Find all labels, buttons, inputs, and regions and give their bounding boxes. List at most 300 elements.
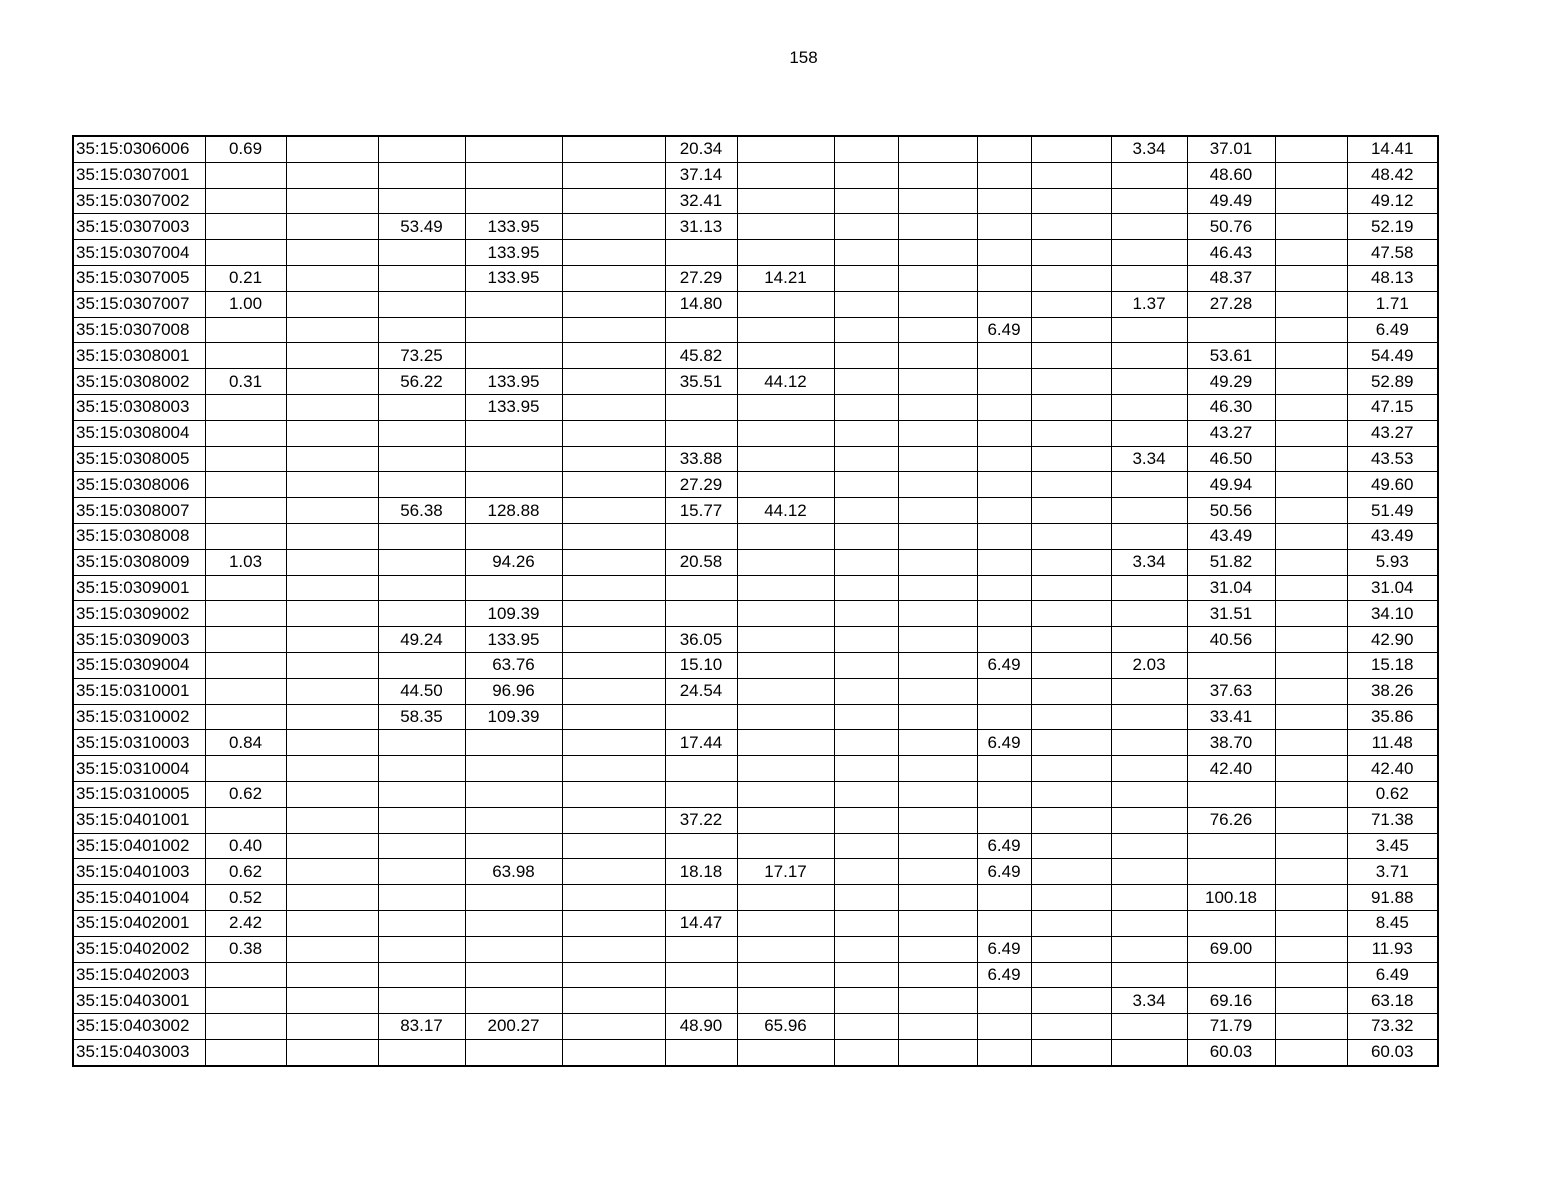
table-cell — [898, 523, 977, 549]
table-cell — [1031, 369, 1111, 395]
table-cell — [465, 988, 562, 1014]
table-cell: 3.45 — [1347, 833, 1438, 859]
parcel-id-cell: 35:15:0310003 — [73, 730, 205, 756]
table-cell — [665, 988, 737, 1014]
table-cell — [898, 859, 977, 885]
table-row — [73, 472, 1438, 498]
parcel-id-cell: 35:15:0308009 — [73, 549, 205, 575]
table-cell — [1187, 962, 1275, 988]
table-cell — [1111, 910, 1187, 936]
table-cell — [1275, 652, 1347, 678]
table-cell: 109.39 — [465, 601, 562, 627]
table-cell — [378, 549, 465, 575]
table-cell: 31.51 — [1187, 601, 1275, 627]
table-cell — [1111, 936, 1187, 962]
table-cell: 37.01 — [1187, 136, 1275, 162]
table-row — [73, 730, 1438, 756]
table-cell — [1031, 317, 1111, 343]
parcel-id-cell: 35:15:0310005 — [73, 781, 205, 807]
table-cell — [898, 369, 977, 395]
table-cell: 58.35 — [378, 704, 465, 730]
table-cell — [1275, 343, 1347, 369]
table-cell — [1031, 162, 1111, 188]
table-cell: 8.45 — [1347, 910, 1438, 936]
table-cell — [665, 1039, 737, 1065]
table-cell — [1275, 988, 1347, 1014]
table-cell: 1.71 — [1347, 291, 1438, 317]
table-cell — [1275, 1014, 1347, 1040]
table-cell: 200.27 — [465, 1014, 562, 1040]
table-cell — [378, 240, 465, 266]
table-cell: 71.38 — [1347, 807, 1438, 833]
table-row — [73, 162, 1438, 188]
table-cell — [1187, 910, 1275, 936]
table-cell — [1275, 265, 1347, 291]
table-cell — [834, 859, 898, 885]
table-cell — [1031, 291, 1111, 317]
table-cell — [1031, 394, 1111, 420]
table-cell — [378, 962, 465, 988]
table-cell — [1031, 627, 1111, 653]
table-cell — [737, 136, 834, 162]
table-cell: 133.95 — [465, 394, 562, 420]
parcel-id-cell: 35:15:0307007 — [73, 291, 205, 317]
table-cell — [286, 988, 378, 1014]
table-cell — [977, 910, 1031, 936]
table-cell: 43.27 — [1187, 420, 1275, 446]
table-cell — [665, 833, 737, 859]
table-cell: 35.86 — [1347, 704, 1438, 730]
table-cell: 14.41 — [1347, 136, 1438, 162]
table-cell: 32.41 — [665, 188, 737, 214]
table-cell: 42.40 — [1347, 756, 1438, 782]
table-cell — [977, 549, 1031, 575]
table-cell: 0.52 — [205, 885, 286, 911]
table-cell — [898, 575, 977, 601]
table-cell: 49.94 — [1187, 472, 1275, 498]
table-cell — [286, 317, 378, 343]
parcel-id-cell: 35:15:0309001 — [73, 575, 205, 601]
table-cell: 17.44 — [665, 730, 737, 756]
table-cell — [286, 369, 378, 395]
table-cell: 94.26 — [465, 549, 562, 575]
table-cell — [737, 627, 834, 653]
table-row — [73, 523, 1438, 549]
table-cell — [665, 962, 737, 988]
table-cell: 60.03 — [1187, 1039, 1275, 1065]
table-row — [73, 601, 1438, 627]
table-cell — [898, 1014, 977, 1040]
table-cell — [977, 575, 1031, 601]
table-cell: 48.90 — [665, 1014, 737, 1040]
table-cell — [286, 472, 378, 498]
table-row — [73, 214, 1438, 240]
table-cell: 0.62 — [1347, 781, 1438, 807]
page-number: 158 — [789, 48, 818, 67]
table-cell — [977, 523, 1031, 549]
table-cell — [737, 214, 834, 240]
table-cell — [737, 781, 834, 807]
table-cell — [465, 756, 562, 782]
data-table — [72, 135, 1439, 1067]
table-cell — [1031, 652, 1111, 678]
table-cell — [378, 781, 465, 807]
table-cell — [977, 704, 1031, 730]
table-cell — [205, 575, 286, 601]
table-cell — [737, 394, 834, 420]
table-cell — [1111, 601, 1187, 627]
table-cell — [465, 523, 562, 549]
parcel-id-cell: 35:15:0403001 — [73, 988, 205, 1014]
table-cell: 52.89 — [1347, 369, 1438, 395]
table-cell — [898, 343, 977, 369]
table-cell — [1187, 652, 1275, 678]
table-cell — [286, 575, 378, 601]
table-cell — [977, 291, 1031, 317]
parcel-id-cell: 35:15:0307005 — [73, 265, 205, 291]
table-cell — [977, 498, 1031, 524]
table-cell: 133.95 — [465, 627, 562, 653]
table-cell — [562, 910, 665, 936]
table-cell — [286, 781, 378, 807]
table-cell: 46.30 — [1187, 394, 1275, 420]
table-cell — [898, 1039, 977, 1065]
table-cell — [465, 136, 562, 162]
table-cell — [378, 601, 465, 627]
table-cell — [286, 885, 378, 911]
table-cell — [378, 188, 465, 214]
table-cell — [465, 833, 562, 859]
table-cell: 49.24 — [378, 627, 465, 653]
table-cell — [378, 936, 465, 962]
table-cell — [977, 343, 1031, 369]
parcel-id-cell: 35:15:0306006 — [73, 136, 205, 162]
table-cell — [977, 627, 1031, 653]
table-cell — [1275, 627, 1347, 653]
table-cell — [1111, 807, 1187, 833]
table-cell: 6.49 — [977, 730, 1031, 756]
table-cell — [898, 756, 977, 782]
table-cell: 1.37 — [1111, 291, 1187, 317]
table-cell — [562, 523, 665, 549]
table-cell: 54.49 — [1347, 343, 1438, 369]
table-cell — [205, 1039, 286, 1065]
table-cell — [465, 188, 562, 214]
table-cell: 5.93 — [1347, 549, 1438, 575]
table-cell: 48.37 — [1187, 265, 1275, 291]
parcel-id-cell: 35:15:0308005 — [73, 446, 205, 472]
table-cell: 73.25 — [378, 343, 465, 369]
table-cell — [205, 601, 286, 627]
table-cell: 31.13 — [665, 214, 737, 240]
table-cell: 27.29 — [665, 472, 737, 498]
table-cell — [834, 162, 898, 188]
table-cell — [1275, 781, 1347, 807]
table-cell — [286, 162, 378, 188]
table-cell — [1111, 265, 1187, 291]
table-cell: 17.17 — [737, 859, 834, 885]
table-cell — [1031, 601, 1111, 627]
table-cell — [898, 730, 977, 756]
table-cell — [378, 885, 465, 911]
table-cell — [977, 601, 1031, 627]
table-cell: 0.31 — [205, 369, 286, 395]
table-cell — [1111, 962, 1187, 988]
parcel-id-cell: 35:15:0403002 — [73, 1014, 205, 1040]
table-cell — [1275, 859, 1347, 885]
table-cell — [1275, 317, 1347, 343]
table-cell — [378, 162, 465, 188]
table-cell — [1275, 575, 1347, 601]
table-cell — [562, 265, 665, 291]
table-cell — [737, 472, 834, 498]
table-cell — [665, 523, 737, 549]
table-cell — [1111, 214, 1187, 240]
table-cell — [834, 807, 898, 833]
table-cell — [1275, 807, 1347, 833]
table-cell — [1275, 369, 1347, 395]
table-cell — [286, 523, 378, 549]
parcel-id-cell: 35:15:0307001 — [73, 162, 205, 188]
table-cell: 100.18 — [1187, 885, 1275, 911]
table-cell — [562, 291, 665, 317]
table-row — [73, 807, 1438, 833]
table-cell: 0.38 — [205, 936, 286, 962]
table-cell: 46.50 — [1187, 446, 1275, 472]
table-cell — [977, 885, 1031, 911]
table-cell: 11.48 — [1347, 730, 1438, 756]
table-cell — [1031, 730, 1111, 756]
table-cell — [1031, 575, 1111, 601]
table-cell: 37.14 — [665, 162, 737, 188]
table-cell — [562, 214, 665, 240]
table-cell — [737, 988, 834, 1014]
table-cell: 51.49 — [1347, 498, 1438, 524]
parcel-id-cell: 35:15:0310004 — [73, 756, 205, 782]
parcel-id-cell: 35:15:0402003 — [73, 962, 205, 988]
table-cell: 0.40 — [205, 833, 286, 859]
table-cell — [665, 240, 737, 266]
parcel-id-cell: 35:15:0310001 — [73, 678, 205, 704]
table-cell — [205, 214, 286, 240]
table-cell — [1275, 523, 1347, 549]
table-cell — [1111, 498, 1187, 524]
table-cell — [465, 885, 562, 911]
table-cell — [378, 833, 465, 859]
parcel-id-cell: 35:15:0309002 — [73, 601, 205, 627]
table-cell — [1111, 781, 1187, 807]
table-cell — [378, 988, 465, 1014]
table-cell — [737, 756, 834, 782]
table-cell — [977, 988, 1031, 1014]
table-cell — [205, 162, 286, 188]
table-cell — [465, 420, 562, 446]
table-cell — [562, 317, 665, 343]
table-cell — [1031, 859, 1111, 885]
table-row — [73, 859, 1438, 885]
table-cell — [1187, 833, 1275, 859]
table-cell — [562, 446, 665, 472]
table-cell — [378, 730, 465, 756]
table-cell — [1275, 601, 1347, 627]
table-cell — [465, 343, 562, 369]
parcel-id-cell: 35:15:0401003 — [73, 859, 205, 885]
table-row — [73, 936, 1438, 962]
table-cell — [562, 136, 665, 162]
table-cell — [465, 472, 562, 498]
table-cell: 6.49 — [977, 652, 1031, 678]
table-cell — [898, 394, 977, 420]
table-cell — [1031, 988, 1111, 1014]
table-cell — [834, 1014, 898, 1040]
table-cell — [1031, 136, 1111, 162]
table-cell — [562, 369, 665, 395]
table-cell — [562, 1039, 665, 1065]
table-row — [73, 885, 1438, 911]
table-cell — [205, 446, 286, 472]
table-cell — [562, 807, 665, 833]
table-cell — [898, 652, 977, 678]
table-cell: 3.34 — [1111, 988, 1187, 1014]
table-cell — [977, 756, 1031, 782]
table-cell — [465, 1039, 562, 1065]
table-cell — [737, 678, 834, 704]
table-row — [73, 910, 1438, 936]
table-cell — [977, 265, 1031, 291]
parcel-id-cell: 35:15:0401004 — [73, 885, 205, 911]
table-cell — [977, 394, 1031, 420]
table-row — [73, 498, 1438, 524]
table-cell — [286, 420, 378, 446]
table-cell: 20.34 — [665, 136, 737, 162]
table-cell: 44.12 — [737, 498, 834, 524]
table-cell — [562, 498, 665, 524]
table-cell: 42.90 — [1347, 627, 1438, 653]
table-row — [73, 575, 1438, 601]
table-cell — [562, 394, 665, 420]
table-cell — [898, 988, 977, 1014]
table-cell: 53.49 — [378, 214, 465, 240]
table-cell — [1031, 910, 1111, 936]
table-cell: 38.70 — [1187, 730, 1275, 756]
table-cell — [737, 652, 834, 678]
table-cell — [977, 369, 1031, 395]
table-cell: 1.03 — [205, 549, 286, 575]
table-cell — [665, 936, 737, 962]
table-row — [73, 240, 1438, 266]
table-cell — [465, 936, 562, 962]
table-cell — [205, 704, 286, 730]
table-cell — [834, 833, 898, 859]
table-cell — [1275, 446, 1347, 472]
table-cell: 34.10 — [1347, 601, 1438, 627]
table-cell — [1275, 936, 1347, 962]
table-cell — [378, 446, 465, 472]
table-cell — [834, 420, 898, 446]
table-cell: 69.00 — [1187, 936, 1275, 962]
table-cell — [1111, 523, 1187, 549]
table-cell: 133.95 — [465, 265, 562, 291]
table-cell — [562, 756, 665, 782]
table-cell — [898, 833, 977, 859]
table-cell — [286, 394, 378, 420]
table-cell — [898, 885, 977, 911]
table-cell — [286, 265, 378, 291]
table-cell: 49.29 — [1187, 369, 1275, 395]
table-cell: 109.39 — [465, 704, 562, 730]
table-cell — [562, 704, 665, 730]
table-cell — [205, 343, 286, 369]
table-cell — [898, 188, 977, 214]
table-cell — [737, 446, 834, 472]
table-cell — [898, 214, 977, 240]
table-cell — [562, 549, 665, 575]
table-cell — [1031, 1014, 1111, 1040]
table-cell — [286, 240, 378, 266]
table-cell: 6.49 — [1347, 317, 1438, 343]
table-cell: 0.62 — [205, 781, 286, 807]
table-cell: 36.05 — [665, 627, 737, 653]
table-cell — [1111, 730, 1187, 756]
table-cell — [665, 885, 737, 911]
table-cell — [205, 1014, 286, 1040]
table-cell — [378, 756, 465, 782]
parcel-id-cell: 35:15:0308001 — [73, 343, 205, 369]
table-cell — [286, 498, 378, 524]
parcel-id-cell: 35:15:0401001 — [73, 807, 205, 833]
table-cell — [737, 885, 834, 911]
parcel-id-cell: 35:15:0403003 — [73, 1039, 205, 1065]
table-cell — [1031, 781, 1111, 807]
table-cell — [378, 136, 465, 162]
table-cell — [665, 317, 737, 343]
table-cell — [378, 523, 465, 549]
table-cell — [737, 1039, 834, 1065]
table-cell — [898, 317, 977, 343]
table-cell: 31.04 — [1347, 575, 1438, 601]
table-cell: 15.10 — [665, 652, 737, 678]
table-cell — [977, 472, 1031, 498]
table-cell — [898, 136, 977, 162]
table-cell: 27.28 — [1187, 291, 1275, 317]
table-cell — [1111, 343, 1187, 369]
table-row — [73, 678, 1438, 704]
table-cell — [898, 781, 977, 807]
table-cell — [834, 136, 898, 162]
table-cell — [205, 317, 286, 343]
table-cell: 44.50 — [378, 678, 465, 704]
table-cell — [205, 188, 286, 214]
table-cell — [378, 291, 465, 317]
table-cell: 14.47 — [665, 910, 737, 936]
table-cell — [286, 549, 378, 575]
table-cell — [834, 523, 898, 549]
table-cell — [1031, 885, 1111, 911]
table-cell — [562, 859, 665, 885]
table-cell: 128.88 — [465, 498, 562, 524]
table-cell — [1275, 756, 1347, 782]
table-row — [73, 756, 1438, 782]
table-cell — [977, 807, 1031, 833]
table-row — [73, 343, 1438, 369]
table-row — [73, 781, 1438, 807]
parcel-id-cell: 35:15:0308003 — [73, 394, 205, 420]
table-cell: 6.49 — [977, 859, 1031, 885]
table-cell: 133.95 — [465, 240, 562, 266]
table-cell — [665, 575, 737, 601]
table-cell — [1187, 317, 1275, 343]
table-cell: 83.17 — [378, 1014, 465, 1040]
